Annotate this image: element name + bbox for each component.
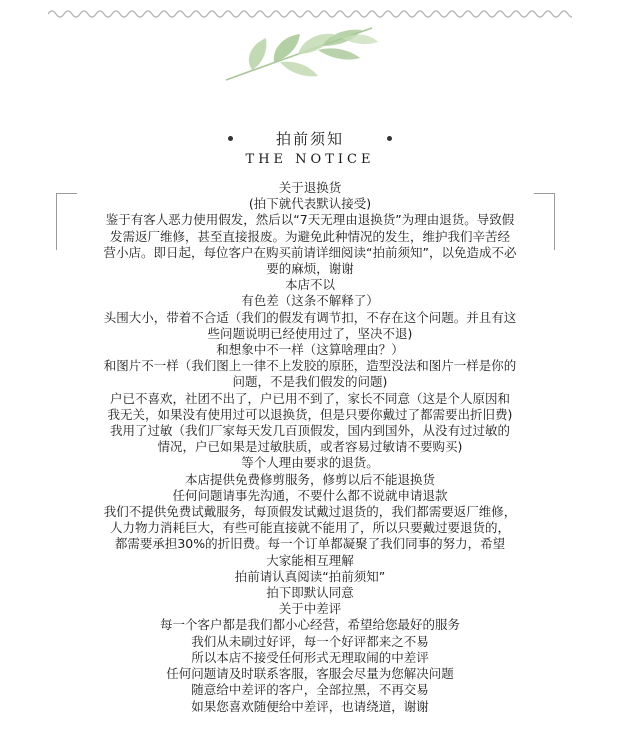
notice-line: 都需要承担30%的折旧费。每一个订单都凝聚了我们同事的努力，希望 bbox=[114, 536, 506, 552]
notice-line: 拍前请认真阅读“拍前须知” bbox=[234, 568, 386, 584]
notice-line: 本店不以 bbox=[284, 277, 335, 293]
notice-line: 我无关，如果没有使用过可以退换货，但是只要你戴过了都需要出折旧费) bbox=[107, 406, 513, 422]
notice-line: 拍下即默认同意 bbox=[266, 585, 354, 601]
notice-line: 发需返厂维修，甚至直接报废。为避免此种情况的发生，维护我们辛苦经 bbox=[109, 228, 510, 244]
notice-line: 我们从未刷过好评，每一个好评都来之不易 bbox=[191, 633, 429, 649]
notice-line: 每一个客户都是我们都小心经营，希望给您最好的服务 bbox=[159, 617, 460, 633]
notice-line: 头围大小，带着不合适（我们的假发有调节扣，不存在这个问题。并且有这 bbox=[103, 309, 517, 325]
notice-line: 有色差（这条不解释了） bbox=[241, 293, 379, 309]
notice-line: 人力物力消耗巨大，有些可能直接就不能用了，所以只要戴过要退货的， bbox=[109, 520, 510, 536]
notice-line: 户已不喜欢，社团不出了，户已用不到了，家长不同意（这是个人原因和 bbox=[109, 390, 510, 406]
notice-line: 情况，户已如果是过敏肤质，或者容易过敏请不要购买) bbox=[157, 439, 463, 455]
notice-title-english: THE NOTICE bbox=[245, 152, 375, 167]
frame-bracket-left bbox=[56, 193, 77, 250]
notice-line: (拍下就代表默认接受) bbox=[248, 196, 372, 212]
notice-line: 营小店。即日起，每位客户在购买前请详细阅读“拍前须知”，以免造成不必 bbox=[103, 244, 517, 260]
notice-line: 随意给中差评的客户，全部拉黑，不再交易 bbox=[191, 682, 429, 698]
title-dot-right bbox=[387, 136, 392, 141]
notice-title-chinese: 拍前须知 bbox=[275, 130, 344, 148]
notice-line: 等个人理由要求的退货。 bbox=[241, 455, 379, 471]
notice-line: 任何问题请及时联系客服，客服会尽量为您解决问题 bbox=[166, 666, 454, 682]
notice-line: 大家能相互理解 bbox=[266, 552, 354, 568]
notice-line: 关于退换货 bbox=[278, 180, 342, 195]
notice-line: 本店提供免费修剪服务，修剪以后不能退换货 bbox=[184, 471, 435, 487]
notice-line: 鉴于有客人恶力使用假发，然后以“7天无理由退换货”为理由退货。导致假 bbox=[105, 212, 515, 228]
notice-line: 任何问题请事先沟通，不要什么都不说就申请退款 bbox=[172, 487, 448, 503]
notice-line: 我们不提供免费试戴服务，每顶假发试戴过退货的，我们都需要返厂维修， bbox=[103, 504, 517, 520]
notice-body bbox=[82, 180, 538, 715]
notice-line: 如果您喜欢随便给中差评，也请绕道，谢谢 bbox=[191, 698, 429, 714]
leaf-branch-illustration bbox=[222, 22, 382, 84]
notice-line: 关于中差评 bbox=[278, 601, 342, 617]
notice-line: 我用了过敏（我们厂家每天发几百顶假发，国内到国外，从没有过过敏的 bbox=[109, 423, 510, 439]
wavy-border-decoration bbox=[48, 8, 572, 20]
notice-line: 和想象中不一样（这算啥理由？） bbox=[216, 342, 404, 358]
notice-line: 和图片不一样（我们图上一律不上发胶的原胚，造型没法和图片一样是你的 bbox=[103, 358, 517, 374]
notice-line: 所以本店不接受任何形式无理取闹的中差评 bbox=[191, 649, 429, 665]
notice-line: 问题，不是我们假发的问题) bbox=[232, 374, 388, 390]
notice-line: 要的麻烦，谢谢 bbox=[266, 261, 354, 277]
notice-line: 些问题说明已经使用过了，坚决不退) bbox=[207, 325, 413, 341]
